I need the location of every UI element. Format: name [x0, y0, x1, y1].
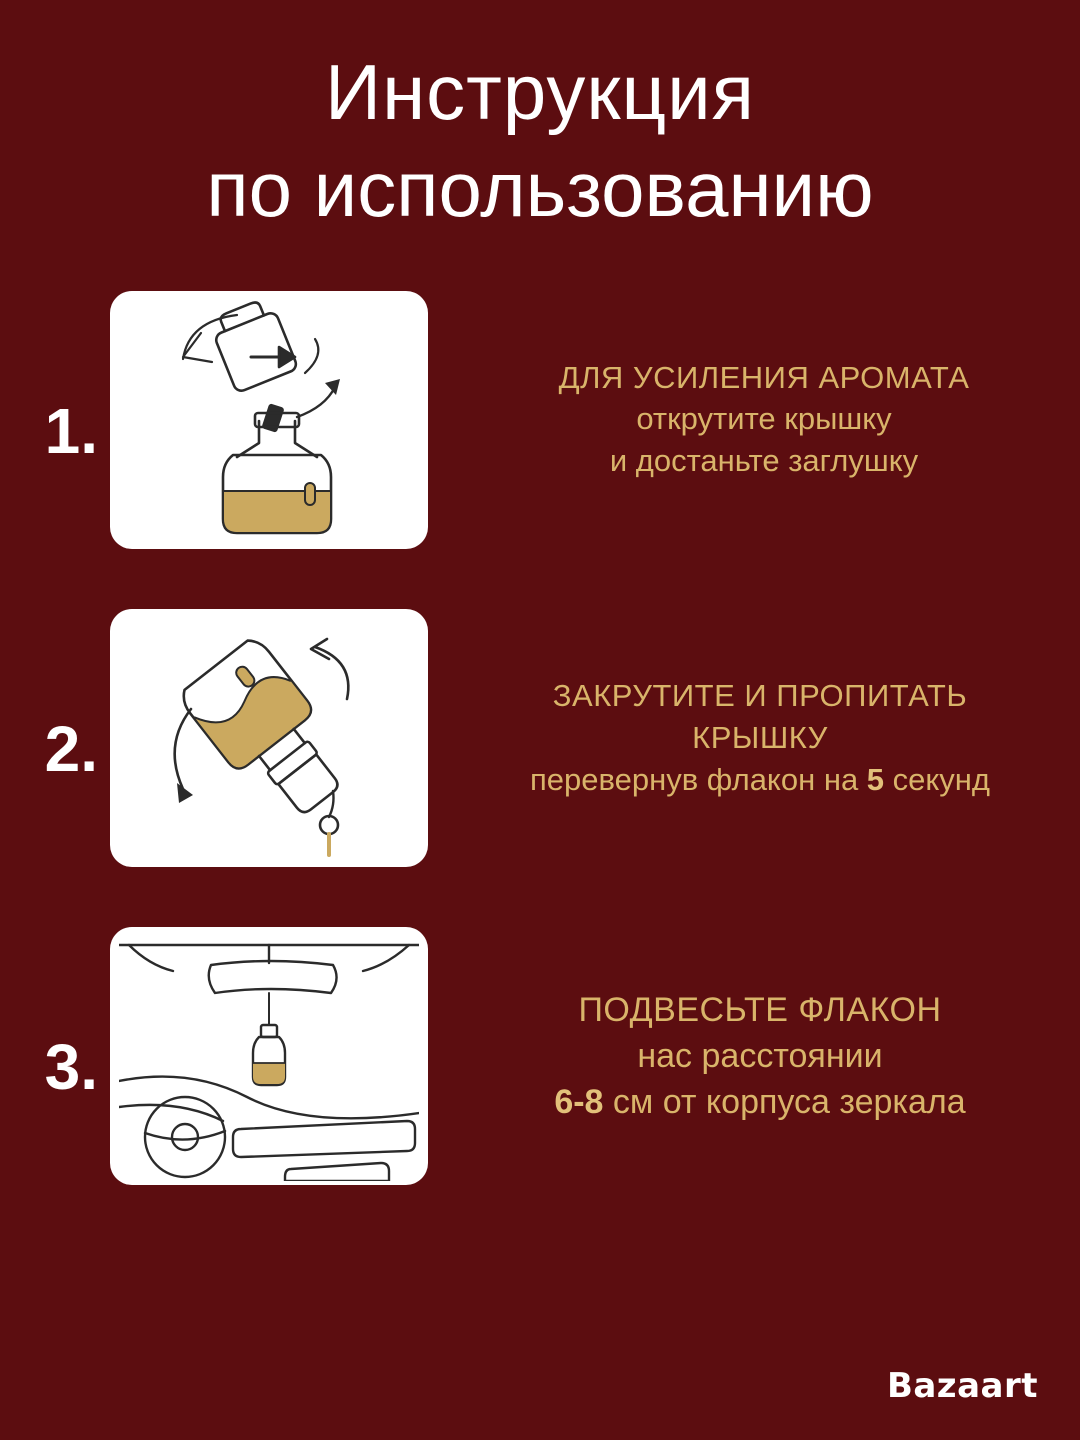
step-subline-value: 5 [866, 762, 885, 797]
step-number: 1. [44, 395, 98, 467]
step-subline-2 [466, 1079, 1054, 1125]
car-mirror-hanging-bottle-illustration [110, 927, 428, 1185]
step-item [0, 602, 1080, 874]
page-title-line-1: Инструкция [325, 48, 755, 136]
step-number: 3. [44, 1031, 98, 1103]
step-heading-line-2: КРЫШКУ [692, 720, 828, 755]
step-item [0, 284, 1080, 556]
step-distance-suffix: см от корпуса зеркала [603, 1083, 966, 1121]
step-text [428, 987, 1080, 1125]
bottle-upside-down-illustration [110, 609, 428, 867]
step-heading: ПОДВЕСЬТЕ ФЛАКОН [578, 991, 942, 1029]
bottle-open-cap-illustration [110, 291, 428, 549]
watermark-bazaart: Bazaart [886, 1366, 1038, 1406]
step-subline [466, 759, 1054, 801]
page-title-line-2: по использованию [206, 145, 874, 233]
steps-list [0, 284, 1080, 1192]
step-heading: ДЛЯ УСИЛЕНИЯ АРОМАТА [558, 360, 970, 395]
step-number: 2. [44, 713, 98, 785]
step-subline-2: и достаньте заглушку [609, 443, 919, 478]
page-title [0, 0, 1080, 238]
step-subline-prefix: перевернув флакон на [529, 762, 867, 797]
step-item [0, 920, 1080, 1192]
step-subline-1: нас расстоянии [637, 1037, 883, 1075]
step-distance-value: 6-8 [554, 1083, 604, 1121]
step-text [428, 675, 1080, 801]
step-heading-line-1: ЗАКРУТИТЕ И ПРОПИТАТЬ [552, 678, 968, 713]
step-text [428, 358, 1080, 482]
step-subline-1: открутите крышку [636, 401, 892, 436]
step-subline-suffix: секунд [884, 762, 991, 797]
